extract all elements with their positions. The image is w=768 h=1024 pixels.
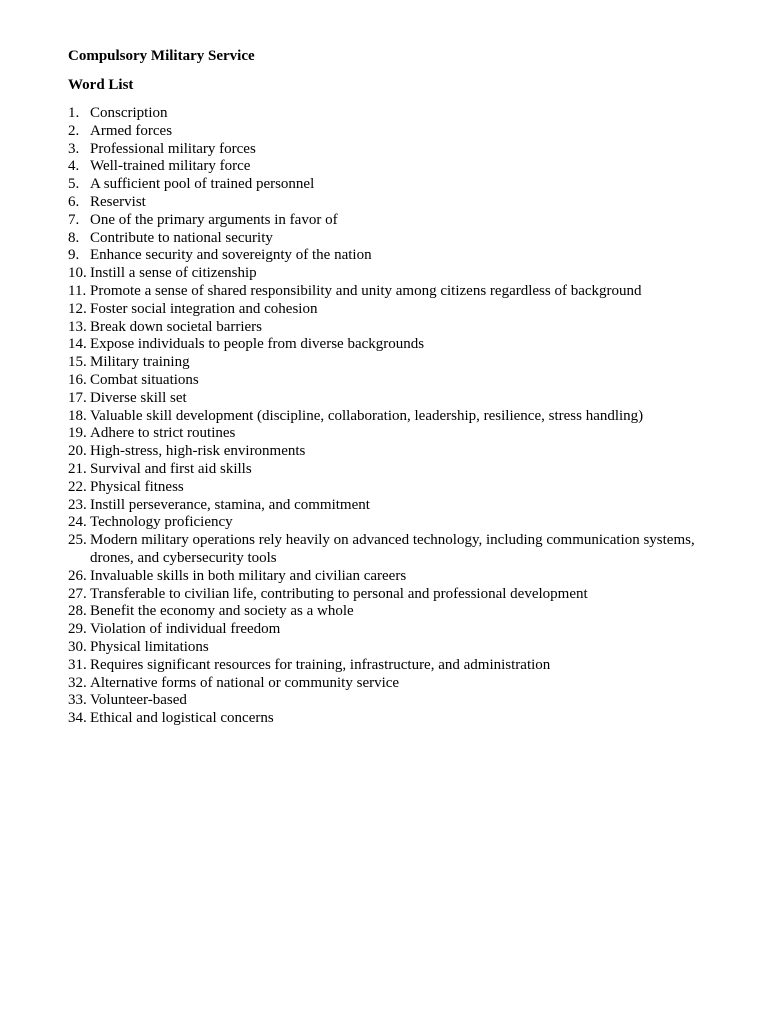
list-item [68,354,718,372]
list-item-number: 20. [68,443,87,460]
list-item-text: Break down societal barriers [90,318,263,335]
list-item [68,141,718,159]
list-item [68,710,718,728]
list-item-number: 15. [68,354,87,371]
list-item-text: Invaluable skills in both military and civilian careers [90,567,407,584]
list-item-number: 22. [68,478,87,495]
list-item-text: Ethical and logistical concerns [90,710,274,727]
list-item [68,603,718,621]
list-item-number: 32. [68,674,87,691]
list-item-number: 11. [68,282,87,299]
list-item-text: Reservist [90,193,146,210]
list-item-text: Expose individuals to people from diverse backgrounds [90,336,425,353]
list-item-text: Armed forces [90,122,173,139]
list-item-text: Well-trained military force [90,158,251,175]
list-item-number: 4. [68,158,80,175]
list-item-text: Military training [90,354,190,371]
list-item-number: 13. [68,318,87,335]
list-item [68,639,718,657]
list-item-text: Conscription [90,105,168,121]
list-item [68,230,718,248]
list-item [68,336,718,354]
list-item-number: 31. [68,656,87,673]
list-item-text: Benefit the economy and society as a whole [90,603,354,620]
list-item-number: 24. [68,514,87,531]
list-item-number: 30. [68,638,87,655]
list-item-text: Transferable to civilian life, contributing to personal and professional development [90,585,588,602]
list-item-number: 7. [68,211,80,228]
word-list [68,105,718,728]
list-item [68,425,718,443]
list-item [68,105,718,123]
list-item [68,176,718,194]
list-item-text: Contribute to national security [90,229,273,246]
list-item-text: Requires significant resources for training, infrastructure, and administration [90,656,551,673]
list-item [68,158,718,176]
list-item-number: 28. [68,603,87,620]
list-item-text: Diverse skill set [90,389,187,406]
list-item-text: Physical fitness [90,478,184,495]
list-item [68,586,718,604]
list-item-number: 27. [68,585,87,602]
list-item [68,568,718,586]
list-item [68,283,718,301]
list-item-text: Survival and first aid skills [90,460,252,477]
document-title: Compulsory Military Service [68,48,255,64]
list-item-number: 26. [68,567,87,584]
list-item-text: Adhere to strict routines [90,425,236,442]
list-item [68,443,718,461]
list-item-text: Valuable skill development (discipline, collaboration, leadership, resilience, stress handling) [90,407,644,424]
list-item-number: 5. [68,176,80,193]
list-item-number: 21. [68,460,87,477]
list-item-text: A sufficient pool of trained personnel [90,176,315,193]
list-item-text: Violation of individual freedom [90,621,281,638]
list-item-number: 25. [68,532,87,549]
list-item-text: Professional military forces [90,140,256,157]
list-item [68,514,718,532]
list-item-number: 8. [68,229,80,246]
list-item-text: Instill perseverance, stamina, and commitment [90,496,370,513]
list-item [68,461,718,479]
list-item [68,194,718,212]
list-item-text: Promote a sense of shared responsibility and unity among citizens regardless of background [90,282,642,299]
list-item [68,319,718,337]
list-item-number: 17. [68,389,87,406]
list-item-text: Physical limitations [90,638,209,655]
list-item-number: 14. [68,336,87,353]
list-item-text: Modern military operations rely heavily on advanced technology, including communication systems, drones, and cybersecurity tools [90,532,695,566]
list-item-number: 1. [68,105,80,121]
list-item-text: Combat situations [90,371,199,388]
list-item-number: 19. [68,425,87,442]
list-item [68,692,718,710]
list-item [68,675,718,693]
list-item [68,265,718,283]
list-item-number: 3. [68,140,80,157]
list-item [68,408,718,426]
list-item [68,657,718,675]
list-item-number: 9. [68,247,80,264]
list-item-text: Instill a sense of citizenship [90,265,257,282]
list-item-number: 16. [68,371,87,388]
list-item-text: High-stress, high-risk environments [90,443,306,460]
list-item [68,390,718,408]
list-item-text: Enhance security and sovereignty of the nation [90,247,372,264]
list-item-number: 34. [68,710,87,727]
list-item-text: Alternative forms of national or community service [90,674,400,691]
list-item-number: 18. [68,407,87,424]
list-item [68,497,718,515]
list-item [68,372,718,390]
list-item [68,479,718,497]
list-item-number: 2. [68,122,80,139]
word-list-heading: Word List [68,77,134,93]
list-item [68,123,718,141]
list-item-number: 12. [68,300,87,317]
list-item-number: 23. [68,496,87,513]
list-item-number: 33. [68,692,87,709]
list-item [68,621,718,639]
list-item-text: Foster social integration and cohesion [90,300,318,317]
list-item [68,532,718,568]
list-item-text: One of the primary arguments in favor of [90,211,338,228]
list-item-text: Volunteer-based [90,692,187,709]
list-item [68,301,718,319]
list-item-number: 10. [68,265,87,282]
list-item [68,212,718,230]
document-page [68,46,718,728]
list-item-number: 6. [68,193,80,210]
list-item-text: Technology proficiency [90,514,233,531]
list-item-number: 29. [68,621,87,638]
list-item [68,247,718,265]
